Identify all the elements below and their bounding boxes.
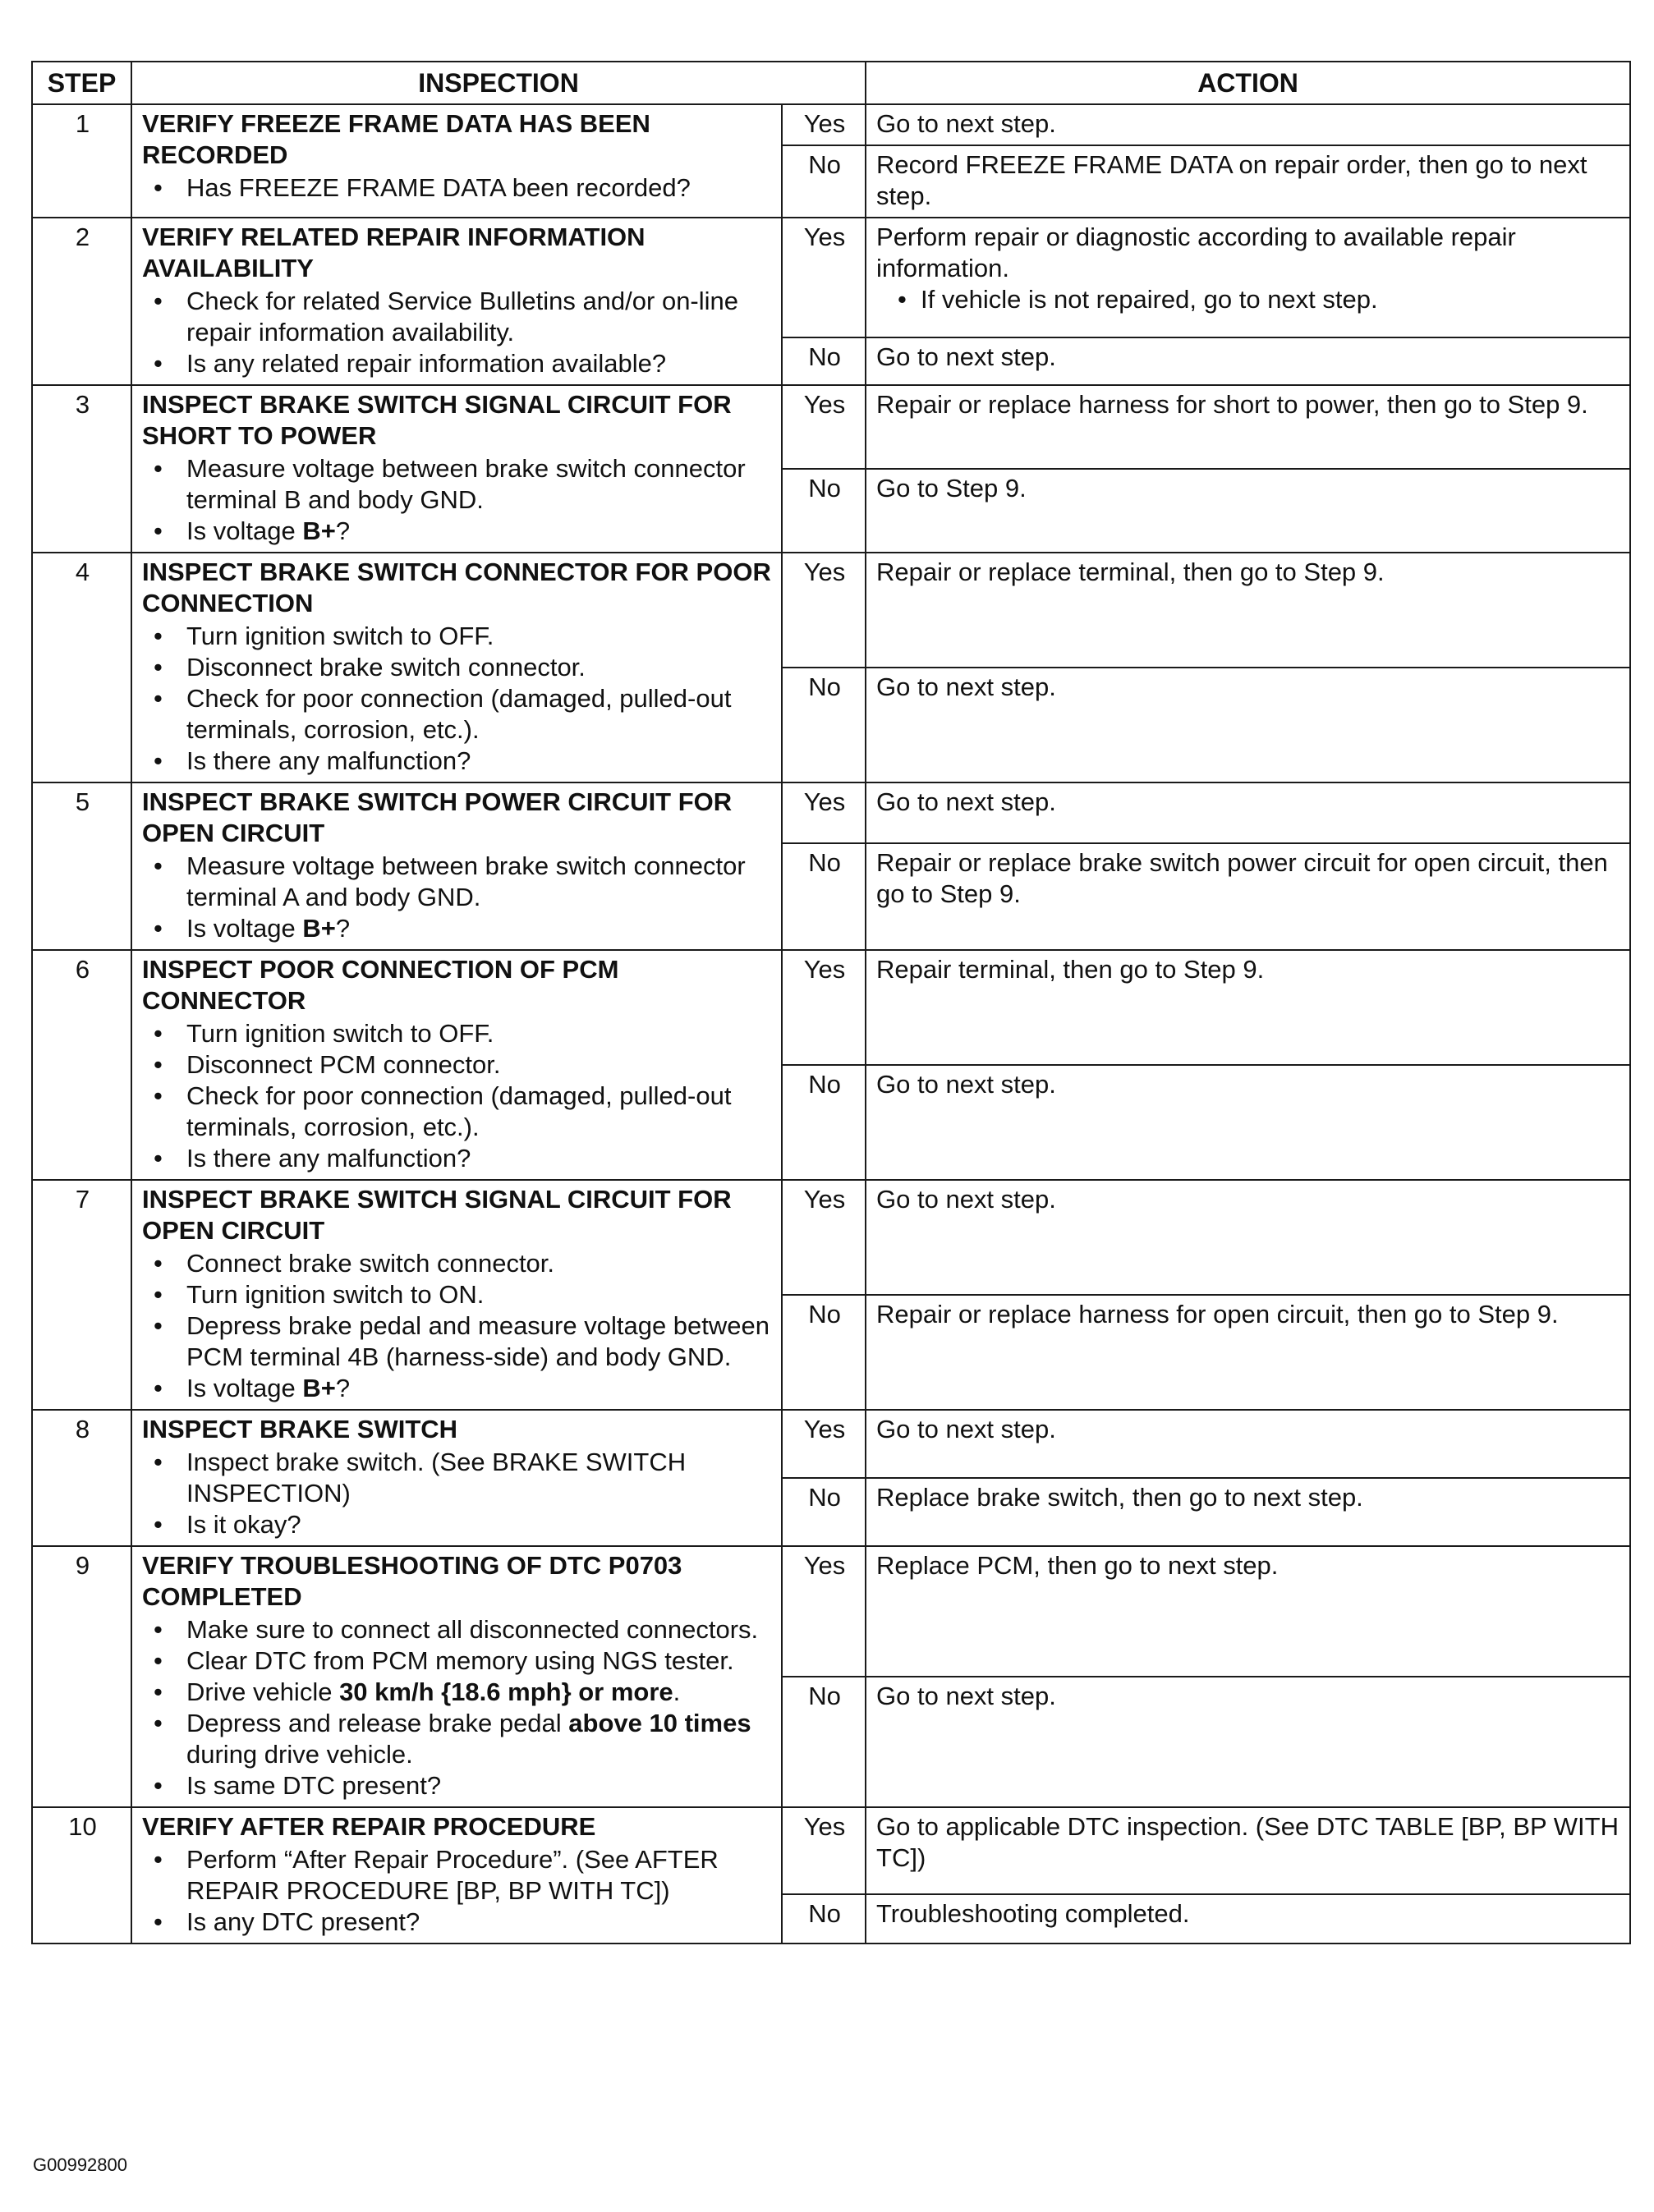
no-label: No [782, 469, 866, 553]
inspection-item: • Measure voltage between brake switch connector terminal B and body GND. [186, 453, 773, 516]
inspection-item: • Check for related Service Bulletins and/or on-line repair information availability. [186, 286, 773, 348]
question-text: Is voltage [186, 1374, 303, 1402]
yes-label: Yes [782, 1410, 866, 1478]
inspection-title: INSPECT BRAKE SWITCH SIGNAL CIRCUIT FOR OPEN CIRCUIT [142, 1185, 732, 1245]
yes-label: Yes [782, 1546, 866, 1677]
no-label: No [782, 1065, 866, 1180]
inspection-cell [131, 385, 782, 553]
step-number: 10 [32, 1807, 131, 1944]
inspection-cell [131, 1807, 782, 1944]
inspection-list [142, 1447, 773, 1540]
no-label: No [782, 1894, 866, 1944]
step-number: 1 [32, 104, 131, 218]
inspection-title: VERIFY RELATED REPAIR INFORMATION AVAILABILITY [142, 223, 646, 282]
table-row [32, 950, 1630, 1065]
inspection-item: • Turn ignition switch to OFF. [186, 621, 773, 652]
inspection-list [142, 621, 773, 777]
step-number: 7 [32, 1180, 131, 1410]
inspection-item: • Disconnect brake switch connector. [186, 652, 773, 683]
no-label: No [782, 1478, 866, 1546]
no-action: Troubleshooting completed. [866, 1894, 1630, 1944]
yes-label: Yes [782, 218, 866, 337]
inspection-title: INSPECT BRAKE SWITCH POWER CIRCUIT FOR OPEN CIRCUIT [142, 787, 733, 847]
no-action: Replace brake switch, then go to next step. [866, 1478, 1630, 1546]
yes-label: Yes [782, 782, 866, 843]
no-label: No [782, 337, 866, 385]
yes-label: Yes [782, 553, 866, 668]
inspection-item: • Is same DTC present? [186, 1770, 773, 1801]
step-number: 8 [32, 1410, 131, 1546]
step-number: 5 [32, 782, 131, 950]
inspection-item: • Clear DTC from PCM memory using NGS tester. [186, 1645, 773, 1677]
depress-end: during drive vehicle. [186, 1740, 413, 1769]
table-row [32, 1546, 1630, 1677]
step-number: 3 [32, 385, 131, 553]
inspection-item: • Is there any malfunction? [186, 1143, 773, 1174]
header-step: STEP [32, 62, 131, 104]
table-row [32, 782, 1630, 843]
inspection-list [142, 1844, 773, 1938]
step-number: 6 [32, 950, 131, 1180]
inspection-list [142, 286, 773, 379]
figure-code: G00992800 [33, 2155, 127, 2175]
inspection-item: • Has FREEZE FRAME DATA been recorded? [186, 172, 773, 204]
yes-label: Yes [782, 1180, 866, 1295]
question-bold: B+ [302, 516, 336, 545]
yes-action: Repair or replace harness for short to power, then go to Step 9. [866, 385, 1630, 469]
inspection-item: • Check for poor connection (damaged, pulled-out terminals, corrosion, etc.). [186, 683, 773, 746]
no-action: Repair or replace brake switch power circuit for open circuit, then go to Step 9. [866, 843, 1630, 950]
inspection-list [142, 172, 773, 204]
yes-action-cell [866, 218, 1630, 337]
no-action: Repair or replace harness for open circuit, then go to Step 9. [866, 1295, 1630, 1410]
yes-label: Yes [782, 950, 866, 1065]
yes-action: Replace PCM, then go to next step. [866, 1546, 1630, 1677]
inspection-list [142, 1018, 773, 1174]
yes-action: Repair or replace terminal, then go to Step 9. [866, 553, 1630, 668]
inspection-list [142, 1614, 773, 1801]
no-action: Go to next step. [866, 668, 1630, 782]
step-number: 2 [32, 218, 131, 385]
table-row [32, 385, 1630, 469]
inspection-item: • Is there any malfunction? [186, 746, 773, 777]
inspection-title: INSPECT BRAKE SWITCH [142, 1415, 458, 1443]
no-action: Record FREEZE FRAME DATA on repair order, then go to next step. [866, 145, 1630, 218]
inspection-title: VERIFY FREEZE FRAME DATA HAS BEEN RECORDED [142, 109, 650, 169]
table-row [32, 218, 1630, 337]
yes-action: Go to next step. [866, 1180, 1630, 1295]
inspection-cell [131, 782, 782, 950]
no-action: Go to Step 9. [866, 469, 1630, 553]
table-row [32, 1807, 1630, 1894]
inspection-cell [131, 1546, 782, 1807]
yes-action: Go to next step. [866, 782, 1630, 843]
inspection-item: • Inspect brake switch. (See BRAKE SWITCH INSPECTION) [186, 1447, 773, 1509]
inspection-item: • Is any related repair information available? [186, 348, 773, 379]
no-label: No [782, 1295, 866, 1410]
inspection-title: INSPECT BRAKE SWITCH SIGNAL CIRCUIT FOR SHORT TO POWER [142, 390, 732, 450]
question-end: ? [335, 914, 351, 943]
inspection-title: VERIFY AFTER REPAIR PROCEDURE [142, 1812, 596, 1841]
drive-text: Drive vehicle [186, 1677, 340, 1706]
no-label: No [782, 668, 866, 782]
table-row [32, 104, 1630, 145]
question-bold: B+ [302, 1374, 336, 1402]
inspection-title: VERIFY TROUBLESHOOTING OF DTC P0703 COMPLETED [142, 1551, 682, 1611]
yes-action-subitem: • If vehicle is not repaired, go to next step. [921, 284, 1621, 315]
question-bold: B+ [302, 914, 336, 943]
inspection-item: • Connect brake switch connector. [186, 1248, 773, 1279]
inspection-item [186, 913, 773, 944]
header-inspection: INSPECTION [131, 62, 866, 104]
inspection-item: • Turn ignition switch to OFF. [186, 1018, 773, 1049]
table-row [32, 553, 1630, 668]
no-action: Go to next step. [866, 1677, 1630, 1807]
yes-action: Go to next step. [866, 104, 1630, 145]
yes-action-sublist [876, 284, 1621, 315]
yes-label: Yes [782, 385, 866, 469]
inspection-item [186, 1373, 773, 1404]
no-action: Go to next step. [866, 1065, 1630, 1180]
inspection-item: • Depress brake pedal and measure voltage between PCM terminal 4B (harness-side) and body GND. [186, 1310, 773, 1373]
question-end: ? [335, 516, 351, 545]
inspection-cell [131, 1180, 782, 1410]
inspection-title: INSPECT POOR CONNECTION OF PCM CONNECTOR [142, 955, 619, 1015]
table-header-row [32, 62, 1630, 104]
yes-label: Yes [782, 104, 866, 145]
inspection-cell [131, 553, 782, 782]
yes-label: Yes [782, 1807, 866, 1894]
inspection-item: • Drive vehicle 30 km/h {18.6 mph} or more. [186, 1677, 773, 1708]
inspection-cell [131, 104, 782, 218]
depress-count: above 10 times [568, 1709, 751, 1737]
step-number: 9 [32, 1546, 131, 1807]
header-action: ACTION [866, 62, 1630, 104]
inspection-cell [131, 950, 782, 1180]
no-action: Go to next step. [866, 337, 1630, 385]
diagnostic-table [31, 61, 1631, 1944]
drive-speed: 30 km/h {18.6 mph} or more [339, 1677, 673, 1706]
depress-text: Depress and release brake pedal [186, 1709, 569, 1737]
inspection-item [186, 1708, 773, 1770]
inspection-list [142, 851, 773, 944]
inspection-item: • Check for poor connection (damaged, pulled-out terminals, corrosion, etc.). [186, 1081, 773, 1143]
inspection-cell [131, 218, 782, 385]
question-text: Is voltage [186, 914, 303, 943]
step-number: 4 [32, 553, 131, 782]
inspection-item: • Is any DTC present? [186, 1907, 773, 1938]
inspection-item: • Turn ignition switch to ON. [186, 1279, 773, 1310]
yes-action: Perform repair or diagnostic according to available repair information. [876, 223, 1516, 282]
inspection-item: • Measure voltage between brake switch connector terminal A and body GND. [186, 851, 773, 913]
no-label: No [782, 1677, 866, 1807]
inspection-cell [131, 1410, 782, 1546]
question-end: ? [335, 1374, 351, 1402]
inspection-item: • Disconnect PCM connector. [186, 1049, 773, 1081]
table-row [32, 1180, 1630, 1295]
no-label: No [782, 145, 866, 218]
inspection-item [186, 516, 773, 547]
no-label: No [782, 843, 866, 950]
inspection-title: INSPECT BRAKE SWITCH CONNECTOR FOR POOR CONNECTION [142, 558, 771, 617]
inspection-item: • Perform “After Repair Procedure”. (See AFTER REPAIR PROCEDURE [BP, BP WITH TC]) [186, 1844, 773, 1907]
inspection-list [142, 1248, 773, 1404]
table-row [32, 1410, 1630, 1478]
inspection-item: • Make sure to connect all disconnected connectors. [186, 1614, 773, 1645]
yes-action: Go to applicable DTC inspection. (See DTC TABLE [BP, BP WITH TC]) [866, 1807, 1630, 1894]
yes-action: Repair terminal, then go to Step 9. [866, 950, 1630, 1065]
question-text: Is voltage [186, 516, 303, 545]
yes-action: Go to next step. [866, 1410, 1630, 1478]
inspection-item: • Is it okay? [186, 1509, 773, 1540]
inspection-list [142, 453, 773, 547]
